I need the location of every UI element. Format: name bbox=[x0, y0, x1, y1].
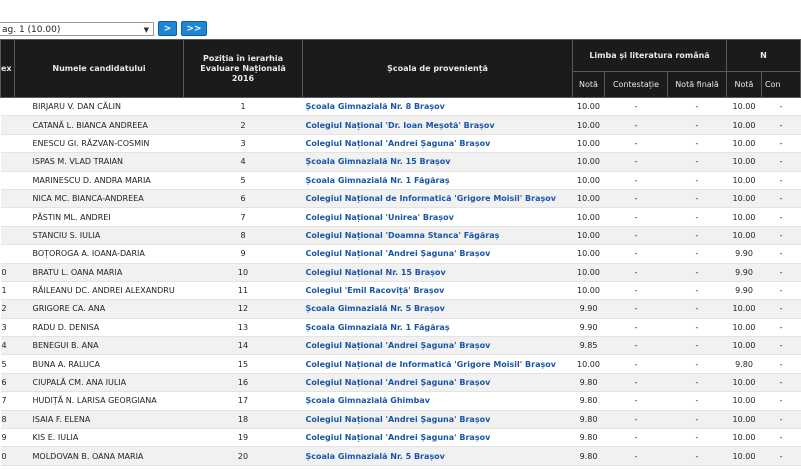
math-grade: 9.90 bbox=[727, 245, 762, 263]
romanian-grade: 10.00 bbox=[573, 171, 605, 189]
math-grade: 10.00 bbox=[727, 337, 762, 355]
math-appeal: - bbox=[762, 373, 801, 391]
col-header-m-grade: Notă bbox=[727, 72, 762, 98]
col-header-ro-grade: Notă bbox=[573, 72, 605, 98]
math-grade: 9.80 bbox=[727, 355, 762, 373]
romanian-appeal: - bbox=[605, 447, 668, 465]
romanian-appeal: - bbox=[605, 392, 668, 410]
math-grade: 10.00 bbox=[727, 98, 762, 116]
candidate-name: CIUPALĂ CM. ANA IULIA bbox=[15, 373, 184, 391]
ranking-position: 7 bbox=[184, 208, 303, 226]
math-appeal: - bbox=[762, 318, 801, 336]
page-select[interactable] bbox=[0, 22, 154, 36]
romanian-final-grade: - bbox=[668, 226, 727, 244]
school-name: Școala Gimnazială Nr. 1 Făgăraș bbox=[303, 171, 573, 189]
romanian-appeal: - bbox=[605, 355, 668, 373]
school-name: Colegiul Național 'Dr. Ioan Meșotă' Brașov bbox=[303, 116, 573, 134]
romanian-grade: 9.80 bbox=[573, 392, 605, 410]
school-name: Colegiul Național de Informatică 'Grigore Moisil' Brașov bbox=[303, 355, 573, 373]
row-index: 8 bbox=[1, 410, 15, 428]
romanian-appeal: - bbox=[605, 410, 668, 428]
ranking-position: 3 bbox=[184, 134, 303, 152]
candidate-name: BENEGUI B. ANA bbox=[15, 337, 184, 355]
romanian-final-grade: - bbox=[668, 373, 727, 391]
romanian-final-grade: - bbox=[668, 98, 727, 116]
ranking-position: 2 bbox=[184, 116, 303, 134]
romanian-final-grade: - bbox=[668, 116, 727, 134]
row-index bbox=[1, 98, 15, 116]
table-row bbox=[1, 153, 801, 171]
table-body bbox=[1, 98, 801, 466]
romanian-grade: 10.00 bbox=[573, 208, 605, 226]
romanian-final-grade: - bbox=[668, 281, 727, 299]
row-index bbox=[1, 226, 15, 244]
romanian-appeal: - bbox=[605, 263, 668, 281]
row-index: 9 bbox=[1, 429, 15, 447]
row-index: 3 bbox=[1, 318, 15, 336]
romanian-grade: 10.00 bbox=[573, 226, 605, 244]
romanian-grade: 10.00 bbox=[573, 134, 605, 152]
table-row bbox=[1, 189, 801, 207]
ranking-position: 16 bbox=[184, 373, 303, 391]
romanian-grade: 9.80 bbox=[573, 373, 605, 391]
math-grade: 10.00 bbox=[727, 373, 762, 391]
math-grade: 10.00 bbox=[727, 318, 762, 336]
school-name: Colegiul Național 'Andrei Șaguna' Brașov bbox=[303, 245, 573, 263]
row-index: 1 bbox=[1, 281, 15, 299]
candidate-name: HUDIȚĂ N. LARISA GEORGIANA bbox=[15, 392, 184, 410]
romanian-appeal: - bbox=[605, 337, 668, 355]
candidate-name: RADU D. DENISA bbox=[15, 318, 184, 336]
table-row bbox=[1, 263, 801, 281]
romanian-appeal: - bbox=[605, 429, 668, 447]
school-name: Colegiul Național 'Unirea' Brașov bbox=[303, 208, 573, 226]
table-row bbox=[1, 355, 801, 373]
math-appeal: - bbox=[762, 337, 801, 355]
math-grade: 10.00 bbox=[727, 134, 762, 152]
romanian-final-grade: - bbox=[668, 134, 727, 152]
romanian-final-grade: - bbox=[668, 410, 727, 428]
school-name: Colegiul Național 'Andrei Șaguna' Brașov bbox=[303, 134, 573, 152]
math-grade: 10.00 bbox=[727, 153, 762, 171]
school-name: Colegiul Național de Informatică 'Grigore Moisil' Brașov bbox=[303, 189, 573, 207]
romanian-final-grade: - bbox=[668, 392, 727, 410]
romanian-appeal: - bbox=[605, 226, 668, 244]
candidate-name: BOȚOROGA A. IOANA-DARIA bbox=[15, 245, 184, 263]
ranking-position: 10 bbox=[184, 263, 303, 281]
math-grade: 9.90 bbox=[727, 263, 762, 281]
row-index bbox=[1, 189, 15, 207]
romanian-final-grade: - bbox=[668, 318, 727, 336]
math-grade: 10.00 bbox=[727, 300, 762, 318]
math-appeal: - bbox=[762, 429, 801, 447]
candidate-name: BRATU L. OANA MARIA bbox=[15, 263, 184, 281]
candidate-name: KIS E. IULIA bbox=[15, 429, 184, 447]
math-grade: 10.00 bbox=[727, 226, 762, 244]
ranking-position: 12 bbox=[184, 300, 303, 318]
ranking-position: 18 bbox=[184, 410, 303, 428]
candidate-name: BIRJARU V. DAN CĂLIN bbox=[15, 98, 184, 116]
school-name: Colegiul Național 'Andrei Șaguna' Brașov bbox=[303, 429, 573, 447]
romanian-grade: 10.00 bbox=[573, 189, 605, 207]
candidate-name: MOLDOVAN B. OANA MARIA bbox=[15, 447, 184, 465]
math-appeal: - bbox=[762, 98, 801, 116]
candidate-name: ISPAS M. VLAD TRAIAN bbox=[15, 153, 184, 171]
math-appeal: - bbox=[762, 410, 801, 428]
candidate-name: RĂILEANU DC. ANDREI ALEXANDRU bbox=[15, 281, 184, 299]
math-appeal: - bbox=[762, 447, 801, 465]
candidate-name: ISAIA F. ELENA bbox=[15, 410, 184, 428]
romanian-final-grade: - bbox=[668, 263, 727, 281]
row-index: 0 bbox=[1, 447, 15, 465]
col-header-math: N bbox=[727, 40, 801, 72]
col-header-school: Școala de proveniență bbox=[303, 40, 573, 98]
row-index bbox=[1, 171, 15, 189]
math-appeal: - bbox=[762, 171, 801, 189]
table-row bbox=[1, 134, 801, 152]
page-select-value: ag. 1 (10.00) bbox=[2, 25, 61, 35]
romanian-grade: 10.00 bbox=[573, 153, 605, 171]
table-row bbox=[1, 226, 801, 244]
romanian-appeal: - bbox=[605, 98, 668, 116]
romanian-grade: 10.00 bbox=[573, 355, 605, 373]
ranking-position: 4 bbox=[184, 153, 303, 171]
school-name: Școala Gimnazială Nr. 5 Brașov bbox=[303, 447, 573, 465]
romanian-appeal: - bbox=[605, 373, 668, 391]
table-row bbox=[1, 429, 801, 447]
romanian-final-grade: - bbox=[668, 171, 727, 189]
romanian-appeal: - bbox=[605, 281, 668, 299]
math-grade: 10.00 bbox=[727, 189, 762, 207]
math-appeal: - bbox=[762, 392, 801, 410]
romanian-grade: 9.85 bbox=[573, 337, 605, 355]
romanian-appeal: - bbox=[605, 134, 668, 152]
romanian-grade: 10.00 bbox=[573, 245, 605, 263]
ranking-position: 11 bbox=[184, 281, 303, 299]
math-appeal: - bbox=[762, 226, 801, 244]
table-row bbox=[1, 410, 801, 428]
romanian-final-grade: - bbox=[668, 447, 727, 465]
candidate-name: NICA MC. BIANCA-ANDREEA bbox=[15, 189, 184, 207]
ranking-position: 14 bbox=[184, 337, 303, 355]
row-index bbox=[1, 134, 15, 152]
row-index bbox=[1, 208, 15, 226]
romanian-final-grade: - bbox=[668, 208, 727, 226]
romanian-final-grade: - bbox=[668, 245, 727, 263]
romanian-appeal: - bbox=[605, 208, 668, 226]
math-appeal: - bbox=[762, 189, 801, 207]
romanian-appeal: - bbox=[605, 116, 668, 134]
romanian-grade: 9.80 bbox=[573, 410, 605, 428]
col-header-ro-appeal: Contestație bbox=[605, 72, 668, 98]
candidate-name: ENESCU GI. RĂZVAN-COSMIN bbox=[15, 134, 184, 152]
math-appeal: - bbox=[762, 245, 801, 263]
math-appeal: - bbox=[762, 300, 801, 318]
school-name: Colegiul Național 'Andrei Șaguna' Brașov bbox=[303, 337, 573, 355]
romanian-final-grade: - bbox=[668, 429, 727, 447]
table-row bbox=[1, 98, 801, 116]
ranking-position: 9 bbox=[184, 245, 303, 263]
table-row bbox=[1, 245, 801, 263]
table-row bbox=[1, 300, 801, 318]
math-grade: 10.00 bbox=[727, 410, 762, 428]
table-row bbox=[1, 171, 801, 189]
romanian-appeal: - bbox=[605, 189, 668, 207]
romanian-grade: 9.80 bbox=[573, 429, 605, 447]
row-index bbox=[1, 116, 15, 134]
romanian-grade: 9.80 bbox=[573, 447, 605, 465]
romanian-grade: 9.90 bbox=[573, 300, 605, 318]
romanian-final-grade: - bbox=[668, 355, 727, 373]
results-table bbox=[0, 39, 801, 466]
math-grade: 10.00 bbox=[727, 171, 762, 189]
table-row bbox=[1, 281, 801, 299]
romanian-grade: 9.90 bbox=[573, 318, 605, 336]
school-name: Școala Gimnazială Ghimbav bbox=[303, 392, 573, 410]
col-header-name: Numele candidatului bbox=[15, 40, 184, 98]
romanian-appeal: - bbox=[605, 153, 668, 171]
ranking-position: 15 bbox=[184, 355, 303, 373]
col-header-index: ex bbox=[1, 40, 15, 98]
chevron-down-icon: ▼ bbox=[143, 26, 149, 34]
row-index: 2 bbox=[1, 300, 15, 318]
romanian-appeal: - bbox=[605, 245, 668, 263]
ranking-position: 20 bbox=[184, 447, 303, 465]
ranking-position: 8 bbox=[184, 226, 303, 244]
next-page-button[interactable]: > bbox=[158, 21, 177, 36]
ranking-position: 13 bbox=[184, 318, 303, 336]
romanian-grade: 10.00 bbox=[573, 116, 605, 134]
row-index bbox=[1, 245, 15, 263]
row-index: 0 bbox=[1, 263, 15, 281]
school-name: Colegiul Național 'Andrei Șaguna' Brașov bbox=[303, 373, 573, 391]
math-appeal: - bbox=[762, 208, 801, 226]
row-index bbox=[1, 153, 15, 171]
math-grade: 10.00 bbox=[727, 429, 762, 447]
row-index: 7 bbox=[1, 392, 15, 410]
table-row bbox=[1, 116, 801, 134]
romanian-final-grade: - bbox=[668, 153, 727, 171]
math-appeal: - bbox=[762, 281, 801, 299]
school-name: Școala Gimnazială Nr. 1 Făgăraș bbox=[303, 318, 573, 336]
col-header-m-appeal: Con bbox=[762, 72, 801, 98]
table-row bbox=[1, 337, 801, 355]
school-name: Școala Gimnazială Nr. 15 Brașov bbox=[303, 153, 573, 171]
last-page-button[interactable]: >> bbox=[181, 21, 207, 36]
romanian-grade: 10.00 bbox=[573, 281, 605, 299]
romanian-appeal: - bbox=[605, 171, 668, 189]
school-name: Colegiul Național 'Doamna Stanca' Făgăraș bbox=[303, 226, 573, 244]
romanian-final-grade: - bbox=[668, 300, 727, 318]
school-name: Colegiul Național 'Andrei Șaguna' Brașov bbox=[303, 410, 573, 428]
school-name: Școala Gimnazială Nr. 5 Brașov bbox=[303, 300, 573, 318]
ranking-position: 17 bbox=[184, 392, 303, 410]
math-appeal: - bbox=[762, 263, 801, 281]
math-appeal: - bbox=[762, 355, 801, 373]
romanian-final-grade: - bbox=[668, 189, 727, 207]
math-grade: 10.00 bbox=[727, 447, 762, 465]
romanian-grade: 10.00 bbox=[573, 98, 605, 116]
row-index: 4 bbox=[1, 337, 15, 355]
math-appeal: - bbox=[762, 134, 801, 152]
math-grade: 10.00 bbox=[727, 208, 762, 226]
row-index: 5 bbox=[1, 355, 15, 373]
table-row bbox=[1, 447, 801, 465]
ranking-position: 1 bbox=[184, 98, 303, 116]
candidate-name: MARINESCU D. ANDRA MARIA bbox=[15, 171, 184, 189]
romanian-grade: 10.00 bbox=[573, 263, 605, 281]
romanian-appeal: - bbox=[605, 300, 668, 318]
math-appeal: - bbox=[762, 153, 801, 171]
ranking-position: 5 bbox=[184, 171, 303, 189]
col-header-ro-final: Notă finală bbox=[668, 72, 727, 98]
math-grade: 10.00 bbox=[727, 392, 762, 410]
romanian-appeal: - bbox=[605, 318, 668, 336]
ranking-position: 19 bbox=[184, 429, 303, 447]
math-grade: 10.00 bbox=[727, 116, 762, 134]
school-name: Colegiul Național Nr. 15 Brașov bbox=[303, 263, 573, 281]
candidate-name: STANCIU S. IULIA bbox=[15, 226, 184, 244]
candidate-name: PĂSTIN ML. ANDREI bbox=[15, 208, 184, 226]
school-name: Școala Gimnazială Nr. 8 Brașov bbox=[303, 98, 573, 116]
romanian-final-grade: - bbox=[668, 337, 727, 355]
col-header-romanian: Limba și literatura română bbox=[573, 40, 727, 72]
candidate-name: CATANĂ L. BIANCA ANDREEA bbox=[15, 116, 184, 134]
math-appeal: - bbox=[762, 116, 801, 134]
col-header-position: Poziția în ierarhia Evaluare Națională 2016 bbox=[184, 40, 303, 98]
candidate-name: GRIGORE CA. ANA bbox=[15, 300, 184, 318]
table-row bbox=[1, 318, 801, 336]
table-row bbox=[1, 392, 801, 410]
school-name: Colegiul 'Emil Racoviță' Brașov bbox=[303, 281, 573, 299]
table-row bbox=[1, 373, 801, 391]
math-grade: 9.90 bbox=[727, 281, 762, 299]
candidate-name: BUNA A. RALUCA bbox=[15, 355, 184, 373]
ranking-position: 6 bbox=[184, 189, 303, 207]
table-row bbox=[1, 208, 801, 226]
row-index: 6 bbox=[1, 373, 15, 391]
